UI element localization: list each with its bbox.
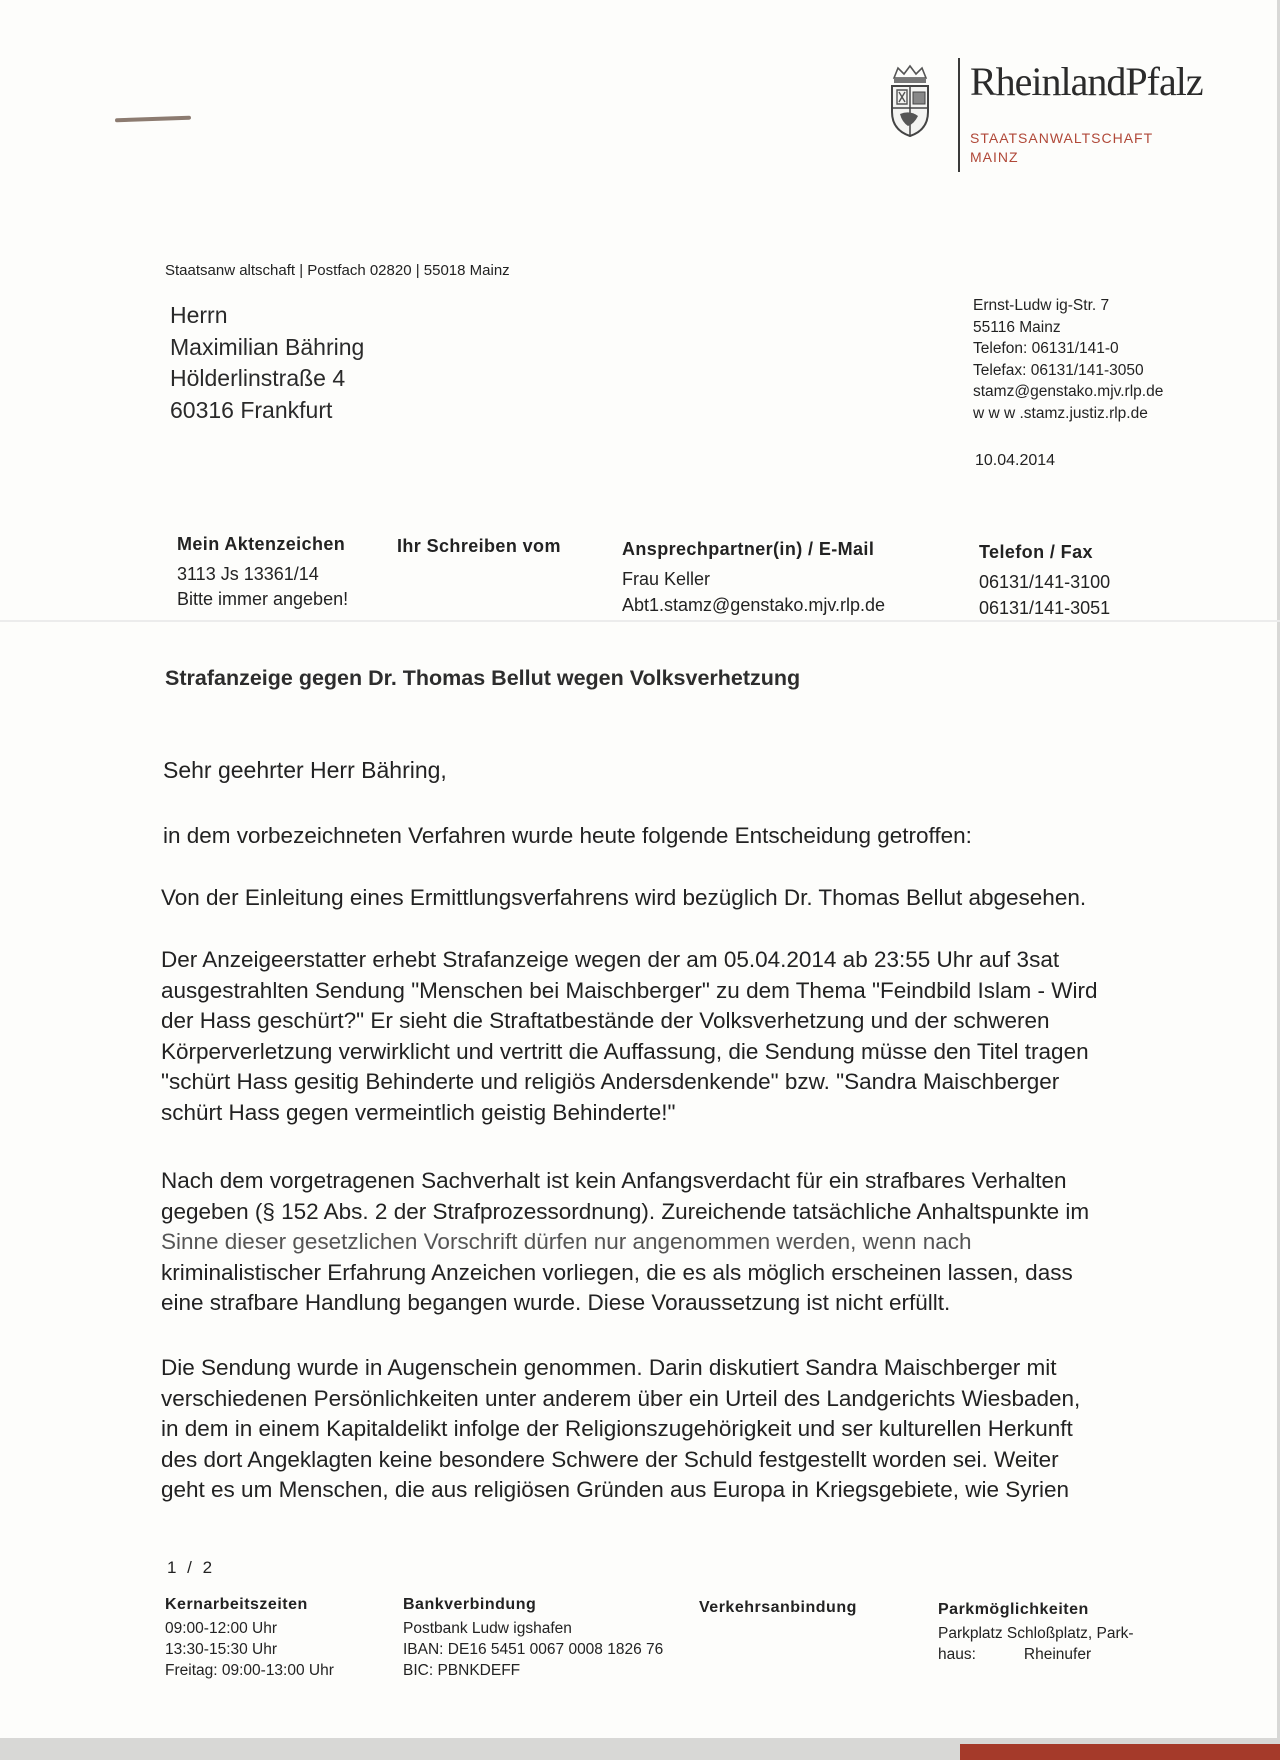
paragraph-complaint [161,945,1181,1128]
footer-parking-line: Parkplatz Schloßplatz, Park- [938,1625,1134,1642]
page-number: 1 / 2 [167,1558,216,1577]
schreiben-label: Ihr Schreiben vom [397,536,561,556]
aktenzeichen-label: Mein Aktenzeichen [177,534,346,554]
footer-parking [938,1623,1134,1665]
footer-hours [165,1618,334,1681]
text-line: der Hass geschürt?" Er sieht die Straftatbestände der Volksverhetzung und der schweren [161,1008,1050,1033]
text-line: Körperverletzung verwirklicht und vertritt die Auffassung, die Sendung müsse den Titel tragen [161,1038,1089,1064]
scan-bottom-next-page [960,1744,1280,1760]
text-line: geht es um Menschen, die aus religiösen Gründen aus Europa in Kriegsgebiete, wie Syrien [161,1477,1070,1502]
paragraph-broadcast [161,1353,1181,1506]
coat-of-arms-icon [888,64,932,138]
footer-bank-line: BIC: PBNKDEFF [403,1662,521,1679]
paragraph-assessment [161,1166,1181,1319]
authority-line-1: STAATSANWALTSCHAFT [970,130,1154,146]
footer-hours-label: Kernarbeitszeiten [165,1596,308,1613]
footer-hours-line: Freitag: 09:00-13:00 Uhr [165,1662,334,1679]
footer-bank [403,1618,663,1681]
return-address: Staatsanw altschaft | Postfach 02820 | 55018 Mainz [165,262,510,279]
paragraph-decision: Von der Einleitung eines Ermittlungsverfahrens wird bezüglich Dr. Thomas Bellut abgesehen. [161,885,1087,910]
aktenzeichen-note: Bitte immer angeben! [177,589,349,609]
text-line: ausgestrahlten Sendung "Menschen bei Maischberger" zu dem Thema "Feindbild Islam - Wird [161,977,1098,1003]
phone-value: 06131/141-3100 [979,572,1111,592]
letter-subject: Strafanzeige gegen Dr. Thomas Bellut wegen Volksverhetzung [165,666,801,690]
text-line: eine strafbare Handlung begangen wurde. Diese Voraussetzung ist nicht erfüllt. [161,1290,951,1315]
text-line: verschiedenen Persönlichkeiten unter anderem über ein Urteil des Landgerichts Wiesbaden, [161,1385,1081,1411]
recipient-salutation-line: Herrn [170,302,228,328]
sender-email: stamz@genstako.mjv.rlp.de [973,383,1164,400]
text-line: in dem in einem Kapitaldelikt infolge der Religionszugehörigkeit und ser kulturellen Herkunft [161,1416,1073,1441]
sender-fax: Telefax: 06131/141-3050 [973,361,1144,379]
text-line: Die Sendung wurde in Augenschein genommen. Darin diskutiert Sandra Maischberger mit [161,1355,1057,1380]
letter-salutation: Sehr geehrter Herr Bähring, [163,757,447,783]
sender-contact [973,295,1163,424]
footer-transport-label: Verkehrsanbindung [699,1599,857,1616]
footer-parking-line [938,1644,1134,1665]
letterhead-divider [958,58,960,172]
pen-mark [115,116,191,123]
authority-line-2: MAINZ [970,149,1019,165]
footer-hours-line: 09:00-12:00 Uhr [165,1620,278,1637]
text-line: Sinne dieser gesetzlichen Vorschrift dürfen nur angenommen werden, wenn nach [161,1229,972,1254]
text-line: Nach dem vorgetragenen Sachverhalt ist kein Anfangsverdacht für ein strafbares Verhalten [161,1168,1067,1193]
footer-bank-line: Postbank Ludw igshafen [403,1620,572,1637]
text-line: des dort Angeklagten keine besondere Schwere der Schuld festgestellt worden sei. Weiter [161,1446,1059,1472]
text-line: "schürt Hass gesitig Behinderte und religiös Andersdenkende" bzw. "Sandra Maischberger [161,1069,1060,1094]
footer-hours-line: 13:30-15:30 Uhr [165,1641,278,1658]
sender-street: Ernst-Ludw ig-Str. 7 [973,297,1110,314]
text-line: schürt Hass gegen vermeintlich geistig Behinderte!" [161,1099,676,1125]
authority-name [970,129,1190,167]
aktenzeichen-value: 3113 Js 13361/14 [177,564,319,584]
footer-bank-line: IBAN: DE16 5451 0067 0008 1826 76 [403,1641,664,1658]
recipient-street: Hölderlinstraße 4 [170,365,346,391]
footer-parking-rheinufer: Rheinufer [1023,1646,1092,1663]
contact-person-label: Ansprechpartner(in) / E-Mail [622,539,875,559]
fax-value: 06131/141-3051 [979,598,1111,618]
text-line: Der Anzeigeerstatter erhebt Strafanzeige wegen der am 05.04.2014 ab 23:55 Uhr auf 3sat [161,947,1060,972]
contact-person-email: Abt1.stamz@genstako.mjv.rlp.de [622,595,886,615]
phone-fax-label: Telefon / Fax [979,542,1093,562]
paragraph-intro: in dem vorbezeichneten Verfahren wurde heute folgende Entscheidung getroffen: [163,823,972,848]
recipient-city: 60316 Frankfurt [170,396,333,423]
recipient-name: Maximilian Bähring [170,333,365,360]
footer-parking-haus: haus: [938,1646,976,1663]
contact-person-name: Frau Keller [622,569,711,589]
text-line: gegeben (§ 152 Abs. 2 der Strafprozessordnung). Zureichende tatsächliche Anhaltspunkte im [161,1198,1090,1224]
text-line: kriminalistischer Erfahrung Anzeichen vorliegen, die es als möglich erscheinen lassen, dass [161,1259,1073,1285]
footer-bank-label: Bankverbindung [403,1596,537,1613]
recipient-address [170,300,364,426]
sender-phone: Telefon: 06131/141-0 [973,340,1119,357]
brand-name: RheinlandPfalz [970,59,1203,104]
sender-city: 55116 Mainz [973,318,1061,336]
footer-parking-label: Parkmöglichkeiten [938,1601,1089,1618]
letter-date: 10.04.2014 [975,452,1056,469]
sender-web: w w w .stamz.justiz.rlp.de [973,404,1148,422]
